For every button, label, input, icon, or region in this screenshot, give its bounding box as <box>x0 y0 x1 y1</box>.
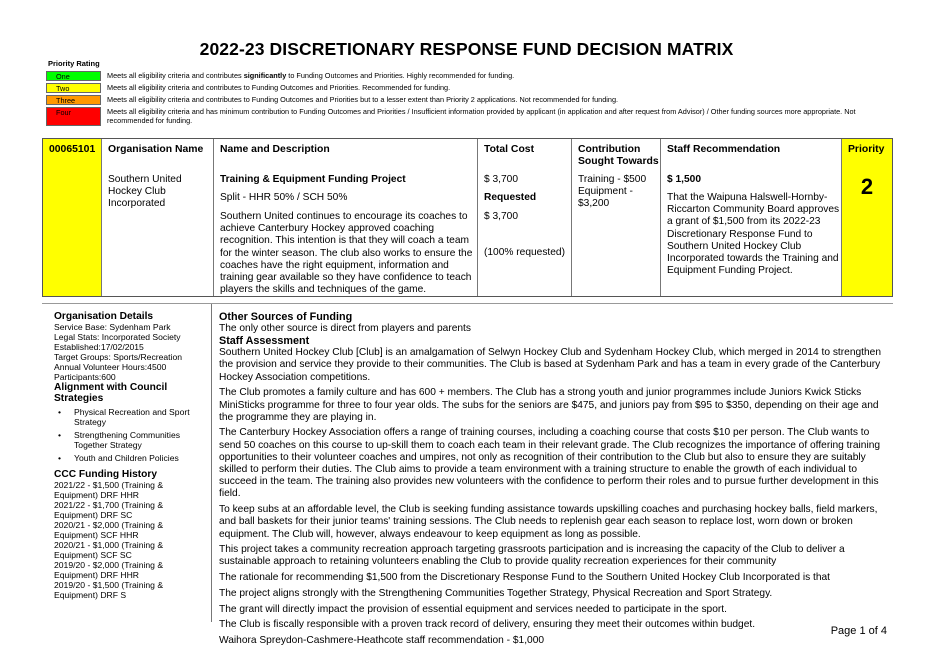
project-description: Southern United continues to encourage its coaches to achieve Canterbury Hockey approved coaching recognition. This intention is that they will coach a team for the winter season. The club also works to ensure the coaches have the right equipment, information and training gear available so they have confidence to teach players the skills and techniques of the game. <box>220 211 473 296</box>
assessment-paragraph: The grant will directly impact the provision of essential equipment and services needed to participate in the sport. <box>219 603 727 615</box>
org-name: Southern United Hockey Club Incorporated <box>108 174 182 210</box>
priority-two-desc: Meets all eligibility criteria and contributes to Funding Outcomes and Priorities. Recommended for funding. <box>107 83 451 92</box>
section-divider <box>42 303 893 304</box>
funding-split: Split - HHR 50% / SCH 50% <box>220 192 348 203</box>
total-cost: $ 3,700 <box>484 174 518 185</box>
funding-history-item: 2020/21 - $1,000 (Training & Equipment) SCF SC <box>54 540 164 560</box>
org-name-column <box>102 139 214 296</box>
strategy-item: • Strengthening Communities Together Strategy <box>54 430 204 450</box>
funding-history-item: 2021/22 - $1,700 (Training & Equipment) DRF SC <box>54 500 164 520</box>
application-id: 00065101 <box>49 144 96 155</box>
other-sources-heading: Other Sources of Funding <box>219 311 353 323</box>
application-id-cell <box>43 139 102 296</box>
contribution-column <box>572 139 661 296</box>
org-detail-line: Service Base: Sydenham Park <box>54 322 171 332</box>
priority-rating-heading: Priority Rating <box>48 59 100 68</box>
funding-history-heading: CCC Funding History <box>54 469 157 480</box>
priority-one-desc: Meets all eligibility criteria and contributes significantly to Funding Outcomes and Priorities. Highly recommended for funding. <box>107 71 515 80</box>
funding-history-item: 2019/20 - $1,500 (Training & Equipment) DRF S <box>54 580 164 600</box>
assessment-paragraph: The Club is fiscally responsible with a proven track record of delivery, ensuring they meet their outcomes within budget. <box>219 619 756 631</box>
org-detail-line: Target Groups: Sports/Recreation <box>54 352 183 362</box>
priority-cell <box>842 139 892 296</box>
recommendation-text: That the Waipuna Halswell-Hornby-Riccarton Community Board approves a grant of $1,500 from its 2022-23 Discretionary Response Fund to Southern United Hockey Club Incorporated towards the Training and Equipment Funding Project. <box>667 192 840 277</box>
other-sources-text: The only other source is direct from players and parents <box>219 323 471 334</box>
name-description-header: Name and Description <box>220 144 330 155</box>
assessment-paragraph: Southern United Hockey Club [Club] is an amalgamation of Selwyn Hockey Club and Sydenham Hockey Club, which merged in 2014 to strengthen the provision and service they provide to their communities. The Club is based at Sydenham Park and has a team in every grade of the Canterbury Hockey Association competitions. <box>219 347 881 383</box>
decision-matrix-table <box>42 138 893 297</box>
assessment-panel <box>219 311 889 651</box>
staff-assessment-heading: Staff Assessment <box>219 335 310 348</box>
assessment-paragraph: The Canterbury Hockey Association offers a range of training courses, including a coaching course that costs $10 per person. The Club wants to send 50 coaches on this course to up-skill them to coach each team in their relevant grade. The Club recognizes the importance of offering training opportunities to their volunteer coaches and umpires, not only as recognition of their contribution to the Club but also to ensure they are suitably skilled to perform their duties. The Club aims to provide a team environment with a training structure to enable the growth of each individual to succeed in the team. The training also provides new volunteers with the confidence to perform their roles and to pursue further development in this field. <box>219 427 881 500</box>
name-description-column <box>214 139 478 296</box>
requested-percent: (100% requested) <box>484 247 565 258</box>
priority-four-desc: Meets all eligibility criteria and has minimum contribution to Funding Outcomes and Priorities / Insufficient information provided by applicant (in application and after request from Advisor) / Other funding sources more appropriate. Not recommended for funding. <box>107 107 856 125</box>
assessment-paragraph: The Club promotes a family culture and has 600 + members. The Club has a strong youth and junior programmes include Juniors Kwick Sticks MiniSticks programme for three to four year olds. The subs for the seniors are $475, and juniors pay from $95 to $350, depending on their age and the programme they are playing in. <box>219 387 879 423</box>
assessment-paragraph: This project takes a community recreation approach targeting grassroots participation and is increasing the capacity of the Club to deliver a sustainable approach to retaining volunteers enabling the Club to provide quality recreation experiences for their community <box>219 544 845 568</box>
strategy-item: • Physical Recreation and Sport Strategy <box>54 407 204 427</box>
assessment-paragraph: To keep subs at an affordable level, the Club is seeking funding assistance towards upskilling coaches and purchasing hockey balls, field markers, and ball baskets for their junior teams' training sessions. The Club needs to replenish gear each season to replace lost, worn down or broken equipment. The Club will, however, always endeavour to keep equipment as long as possible. <box>219 504 878 540</box>
recommended-amount: $ 1,500 <box>667 174 701 185</box>
requested-label: Requested <box>484 192 537 203</box>
assessment-paragraph: The rationale for recommending $1,500 from the Discretionary Response Fund to the Southern United Hockey Club Incorporated is that <box>219 572 831 584</box>
priority-three-box: Three <box>46 95 101 105</box>
priority-four-box: Four <box>46 107 101 126</box>
contribution-text: Training - $500 Equipment - $3,200 <box>578 174 647 210</box>
staff-recommendation-header: Staff Recommendation <box>667 144 781 155</box>
funding-history-item: 2020/21 - $2,000 (Training & Equipment) SCF HHR <box>54 520 164 540</box>
total-cost-header: Total Cost <box>484 144 535 155</box>
organisation-details-panel <box>54 311 204 600</box>
priority-header: Priority <box>848 144 885 155</box>
org-detail-line: Established:17/02/2015 <box>54 342 144 352</box>
funding-history-list <box>54 480 204 600</box>
requested-amount: $ 3,700 <box>484 211 518 222</box>
org-name-header: Organisation Name <box>108 144 204 155</box>
org-detail-line: Legal Stats: Incorporated Society <box>54 332 181 342</box>
strategy-item: • Youth and Children Policies <box>54 453 204 463</box>
staff-recommendation-column <box>661 139 842 296</box>
column-divider <box>211 304 212 622</box>
page-title: 2022-23 DISCRETIONARY RESPONSE FUND DECISION MATRIX <box>199 39 734 59</box>
priority-one-box: One <box>46 71 101 81</box>
priority-two-box: Two <box>46 83 101 93</box>
contribution-header: Contribution Sought Towards <box>578 144 659 167</box>
strategies-list <box>54 407 204 463</box>
assessment-paragraph: The project aligns strongly with the Strengthening Communities Together Strategy, Physical Recreation and Sport Strategy. <box>219 587 773 599</box>
project-title: Training & Equipment Funding Project <box>220 174 406 185</box>
funding-history-item: 2021/22 - $1,500 (Training & Equipment) DRF HHR <box>54 480 164 500</box>
org-detail-line: Participants:600 <box>54 372 116 382</box>
priority-value: 2 <box>860 174 874 199</box>
total-cost-column <box>478 139 572 296</box>
page-number: Page 1 of 4 <box>830 625 887 637</box>
funding-history-item: 2019/20 - $2,000 (Training & Equipment) DRF HHR <box>54 560 164 580</box>
priority-three-desc: Meets all eligibility criteria and contributes to Funding Outcomes and Priorities but to a lesser extent than Priority 2 applications. Not recommended for funding. <box>107 95 619 104</box>
assessment-paragraph: Waihora Spreydon-Cashmere-Heathcote staff recommendation - $1,000 <box>219 634 545 646</box>
org-details-heading: Organisation Details <box>54 311 154 322</box>
alignment-heading: Alignment with Council Strategies <box>54 382 168 404</box>
org-detail-line: Annual Volunteer Hours:4500 <box>54 362 167 372</box>
